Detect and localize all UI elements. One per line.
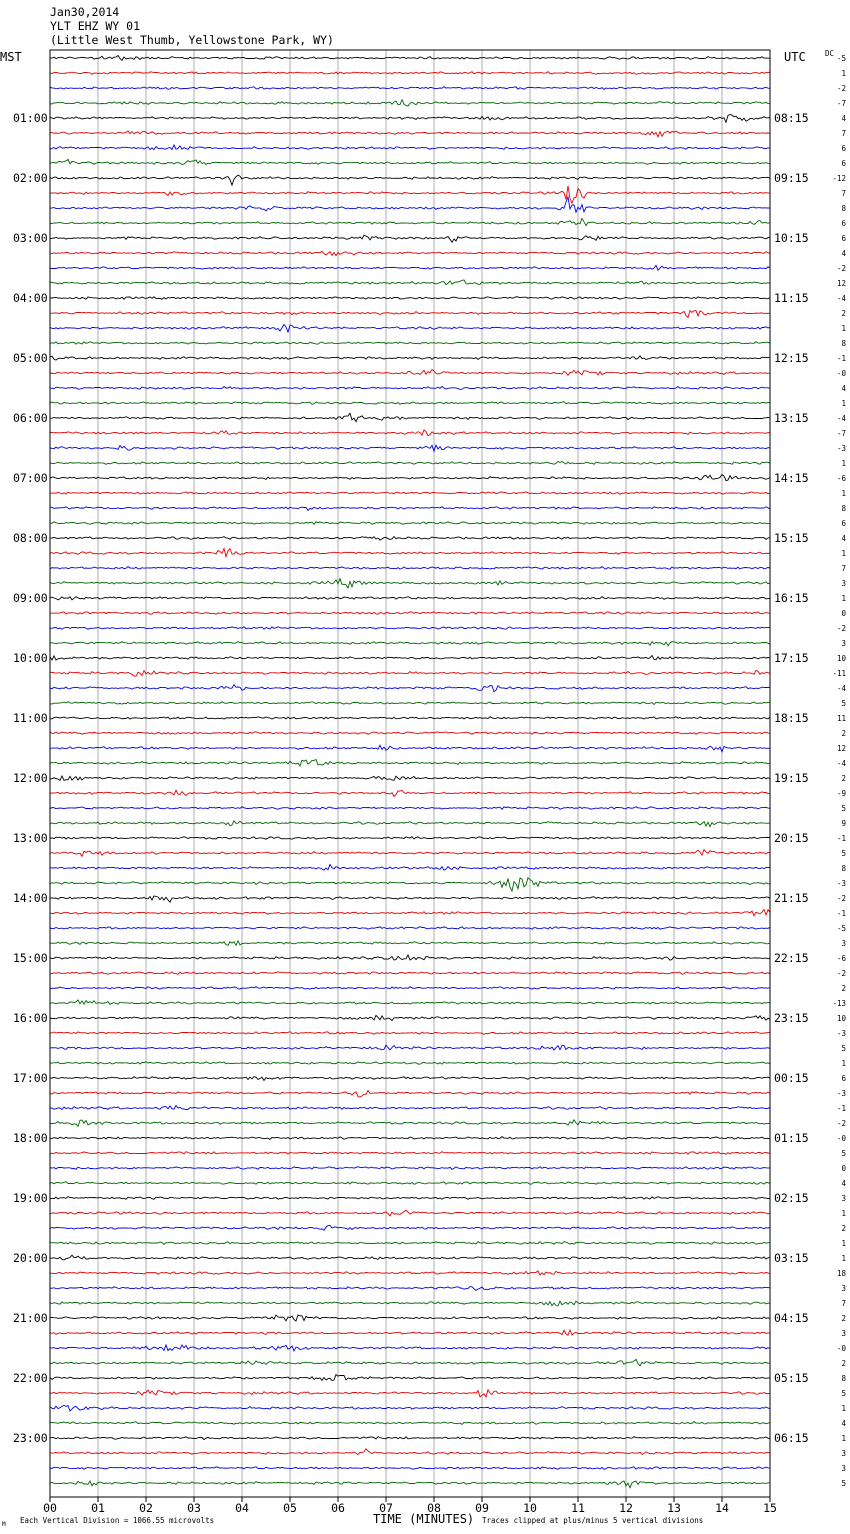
left-hour-label: 13:00 [13, 831, 48, 845]
dc-offset-label: 1 [841, 69, 846, 78]
corner-mark: M [2, 1521, 6, 1528]
dc-offset-label: 6 [841, 219, 846, 228]
dc-offset-label: 1 [841, 594, 846, 603]
trace-line [50, 186, 770, 203]
trace-line [50, 1015, 770, 1020]
trace-line [50, 1197, 770, 1200]
trace-line [50, 461, 770, 464]
left-hour-label: 01:00 [13, 111, 48, 125]
right-hour-label: 14:15 [774, 471, 809, 485]
trace-line [50, 896, 770, 902]
x-axis-title: TIME (MINUTES) [373, 1512, 475, 1526]
left-timezone-label: MST [0, 50, 22, 64]
left-hour-label: 08:00 [13, 531, 48, 545]
trace-line [50, 56, 770, 61]
trace-line [50, 1330, 770, 1335]
trace-line [50, 159, 770, 164]
dc-offset-label: -4 [836, 294, 846, 303]
trace-line [50, 1271, 770, 1275]
right-hour-label: 09:15 [774, 171, 809, 185]
dc-offset-label: 9 [841, 819, 846, 828]
dc-offset-label: 1 [841, 1434, 846, 1443]
dc-offset-label: 4 [841, 114, 846, 123]
dc-offset-label: 6 [841, 144, 846, 153]
dc-offset-label: 11 [836, 714, 846, 723]
dc-offset-label: 7 [841, 564, 846, 573]
dc-offset-label: -2 [836, 624, 846, 633]
dc-offset-label: 5 [841, 699, 846, 708]
trace-line [50, 941, 770, 946]
trace-line [50, 732, 770, 735]
dc-offset-label: 1 [841, 1239, 846, 1248]
dc-offset-label: -1 [836, 909, 846, 918]
dc-offset-label: 10 [836, 1014, 846, 1023]
trace-line [50, 1167, 770, 1170]
left-hour-label: 09:00 [13, 591, 48, 605]
left-hour-label: 16:00 [13, 1011, 48, 1025]
dc-offset-label: 6 [841, 234, 846, 243]
left-hour-label: 05:00 [13, 351, 48, 365]
trace-line [50, 1422, 770, 1425]
dc-offset-label: -2 [836, 894, 846, 903]
trace-line [50, 1255, 770, 1260]
dc-offset-label: 3 [841, 1449, 846, 1458]
trace-line [50, 612, 770, 615]
dc-offset-label: 8 [841, 864, 846, 873]
trace-line [50, 702, 770, 705]
right-hour-label: 11:15 [774, 291, 809, 305]
left-hour-label: 15:00 [13, 951, 48, 965]
trace-line [50, 1242, 770, 1245]
trace-line [50, 656, 770, 661]
trace-line [50, 1077, 770, 1081]
dc-offset-label: -7 [836, 429, 846, 438]
dc-offset-label: -7 [836, 99, 846, 108]
dc-offset-label: 3 [841, 1464, 846, 1473]
dc-offset-label: -2 [836, 969, 846, 978]
right-hour-label: 15:15 [774, 531, 809, 545]
dc-offset-label: -4 [836, 759, 846, 768]
trace-line [50, 1359, 770, 1366]
dc-offset-label: 1 [841, 1209, 846, 1218]
trace-line [50, 642, 770, 646]
dc-offset-label: -6 [836, 954, 846, 963]
x-tick-label: 08 [427, 1501, 441, 1515]
dc-offset-label: 12 [836, 744, 846, 753]
x-tick-label: 13 [667, 1501, 681, 1515]
right-hour-label: 10:15 [774, 231, 809, 245]
left-hour-label: 06:00 [13, 411, 48, 425]
scale-note: Each Vertical Division = 1066.55 microvolts [20, 1516, 215, 1525]
right-hour-label: 01:15 [774, 1131, 809, 1145]
right-hour-label: 23:15 [774, 1011, 809, 1025]
trace-line [50, 927, 770, 930]
trace-line [50, 297, 770, 300]
dc-offset-label: 5 [841, 849, 846, 858]
trace-line [50, 567, 770, 570]
trace-line [50, 175, 770, 185]
trace-line [50, 909, 770, 915]
right-hour-label: 03:15 [774, 1251, 809, 1265]
dc-offset-label: -2 [836, 1119, 846, 1128]
dc-offset-label: 6 [841, 519, 846, 528]
trace-line [50, 475, 770, 481]
dc-offset-label: -9 [836, 789, 846, 798]
right-hour-label: 02:15 [774, 1191, 809, 1205]
dc-offset-label: -2 [836, 264, 846, 273]
dc-offset-label: -3 [836, 444, 846, 453]
trace-line [50, 1301, 770, 1306]
trace-line [50, 760, 770, 766]
dc-offset-label: -4 [836, 414, 846, 423]
trace-line [50, 387, 770, 390]
dc-offset-label: -5 [836, 54, 846, 63]
trace-line [50, 987, 770, 989]
x-tick-label: 01 [91, 1501, 105, 1515]
dc-offset-label: -0 [836, 369, 846, 378]
right-hour-label: 19:15 [774, 771, 809, 785]
dc-offset-label: 4 [841, 1419, 846, 1428]
dc-offset-label: 7 [841, 129, 846, 138]
dc-offset-label: 5 [841, 1389, 846, 1398]
trace-line [50, 537, 770, 541]
trace-line [50, 1375, 770, 1381]
dc-offset-label: -6 [836, 474, 846, 483]
left-hour-label: 02:00 [13, 171, 48, 185]
x-tick-label: 12 [619, 1501, 633, 1515]
right-hour-label: 22:15 [774, 951, 809, 965]
dc-offset-label: 6 [841, 1074, 846, 1083]
left-hour-label: 07:00 [13, 471, 48, 485]
trace-line [50, 1315, 770, 1321]
trace-line [50, 685, 770, 692]
left-hour-label: 22:00 [13, 1371, 48, 1385]
trace-line [50, 1345, 770, 1351]
trace-line [50, 145, 770, 150]
left-hour-label: 18:00 [13, 1131, 48, 1145]
dc-offset-label: -3 [836, 1029, 846, 1038]
trace-line [50, 837, 770, 840]
right-hour-label: 08:15 [774, 111, 809, 125]
x-tick-label: 06 [331, 1501, 345, 1515]
left-hour-label: 19:00 [13, 1191, 48, 1205]
left-hour-label: 10:00 [13, 651, 48, 665]
trace-line [50, 311, 770, 318]
trace-line [50, 1152, 770, 1155]
trace-line [50, 1062, 770, 1064]
dc-offset-label: 10 [836, 654, 846, 663]
trace-line [50, 776, 770, 780]
dc-offset-label: 1 [841, 324, 846, 333]
trace-line [50, 717, 770, 719]
trace-line [50, 1390, 770, 1397]
x-tick-label: 10 [523, 1501, 537, 1515]
trace-line [50, 1287, 770, 1291]
trace-line [50, 1467, 770, 1470]
x-tick-label: 15 [763, 1501, 777, 1515]
trace-line [50, 342, 770, 345]
right-hour-label: 13:15 [774, 411, 809, 425]
right-hour-labels [774, 111, 809, 1445]
left-hour-label: 23:00 [13, 1431, 48, 1445]
trace-line [50, 745, 770, 752]
dc-offset-label: -5 [836, 924, 846, 933]
trace-line [50, 1106, 770, 1110]
x-tick-label: 11 [571, 1501, 585, 1515]
right-hour-label: 20:15 [774, 831, 809, 845]
left-hour-label: 04:00 [13, 291, 48, 305]
dc-offset-label: -3 [836, 1089, 846, 1098]
dc-offset-label: -1 [836, 834, 846, 843]
right-hour-label: 17:15 [774, 651, 809, 665]
dc-offset-label: 0 [841, 1164, 846, 1173]
right-hour-label: 05:15 [774, 1371, 809, 1385]
dc-offset-label: 7 [841, 1299, 846, 1308]
left-hour-label: 17:00 [13, 1071, 48, 1085]
dc-offset-label: 8 [841, 204, 846, 213]
right-hour-label: 04:15 [774, 1311, 809, 1325]
dc-offset-label: 8 [841, 1374, 846, 1383]
dc-offset-label: 2 [841, 984, 846, 993]
trace-line [50, 356, 770, 360]
dc-offset-label: -2 [836, 84, 846, 93]
station-location: (Little West Thumb, Yellowstone Park, WY) [50, 33, 334, 47]
trace-line [50, 1210, 770, 1216]
trace-line [50, 579, 770, 588]
trace-line [50, 507, 770, 511]
trace-line [50, 265, 770, 270]
dc-offset-label: 5 [841, 1479, 846, 1488]
right-hour-label: 21:15 [774, 891, 809, 905]
trace-line [50, 280, 770, 285]
dc-offset-label: 2 [841, 309, 846, 318]
dc-offset-label: 2 [841, 729, 846, 738]
trace-line [50, 1225, 770, 1230]
trace-line [50, 878, 770, 891]
left-hour-label: 12:00 [13, 771, 48, 785]
x-tick-label: 02 [139, 1501, 153, 1515]
left-hour-label: 21:00 [13, 1311, 48, 1325]
trace-line [50, 430, 770, 436]
trace-line [50, 218, 770, 225]
trace-line [50, 131, 770, 137]
trace-line [50, 1449, 770, 1455]
dc-offset-label: 4 [841, 384, 846, 393]
dc-offset-label: -4 [836, 684, 846, 693]
x-tick-label: 09 [475, 1501, 489, 1515]
dc-offset-label: 1 [841, 399, 846, 408]
dc-offset-label: 2 [841, 1359, 846, 1368]
dc-offset-label: 8 [841, 339, 846, 348]
left-hour-label: 14:00 [13, 891, 48, 905]
trace-line [50, 251, 770, 255]
right-hour-label: 16:15 [774, 591, 809, 605]
dc-offset-label: 4 [841, 249, 846, 258]
trace-line [50, 627, 770, 630]
dc-offset-label: 1 [841, 549, 846, 558]
dc-offset-column [832, 54, 846, 1488]
dc-offset-label: 3 [841, 939, 846, 948]
trace-line [50, 597, 770, 600]
trace-line [50, 1437, 770, 1440]
dc-offset-label: 1 [841, 459, 846, 468]
trace-line [50, 1182, 770, 1185]
dc-offset-label: 1 [841, 1059, 846, 1068]
trace-line [50, 492, 770, 495]
dc-offset-label: 8 [841, 504, 846, 513]
trace-line [50, 821, 770, 827]
dc-offset-label: 2 [841, 1314, 846, 1323]
dc-offset-label: 18 [836, 1269, 846, 1278]
right-hour-label: 18:15 [774, 711, 809, 725]
trace-line [50, 807, 770, 810]
dc-offset-label: 7 [841, 189, 846, 198]
dc-offset-label: 3 [841, 639, 846, 648]
trace-line [50, 197, 770, 212]
trace-line [50, 100, 770, 106]
dc-offset-label: -11 [832, 669, 846, 678]
trace-line [50, 87, 770, 90]
x-tick-label: 14 [715, 1501, 729, 1515]
trace-line [50, 1481, 770, 1488]
dc-offset-label: -0 [836, 1344, 846, 1353]
trace-line [50, 235, 770, 242]
dc-offset-label: -12 [832, 174, 846, 183]
x-tick-label: 00 [43, 1501, 57, 1515]
trace-line [50, 445, 770, 451]
right-hour-label: 12:15 [774, 351, 809, 365]
left-hour-label: 03:00 [13, 231, 48, 245]
right-timezone-label: UTC [784, 50, 806, 64]
dc-offset-label: 6 [841, 159, 846, 168]
x-tick-label: 03 [187, 1501, 201, 1515]
clip-note: Traces clipped at plus/minus 5 vertical divisions [482, 1516, 704, 1525]
right-hour-label: 06:15 [774, 1431, 809, 1445]
left-hour-label: 11:00 [13, 711, 48, 725]
trace-line [50, 850, 770, 857]
dc-offset-label: -0 [836, 1134, 846, 1143]
dc-offset-label: 3 [841, 1284, 846, 1293]
trace-group [50, 56, 770, 1488]
plot-date: Jan30,2014 [50, 5, 120, 19]
dc-offset-label: 3 [841, 579, 846, 588]
trace-line [50, 1091, 770, 1098]
dc-offset-label: 1 [841, 1404, 846, 1413]
dc-offset-label: 12 [836, 279, 846, 288]
trace-line [50, 955, 770, 960]
trace-line [50, 72, 770, 75]
right-hour-label: 00:15 [774, 1071, 809, 1085]
dc-offset-label: 4 [841, 534, 846, 543]
station-code: YLT EHZ WY 01 [50, 19, 141, 33]
trace-line [50, 1120, 770, 1127]
trace-line [50, 115, 770, 123]
trace-line [50, 670, 770, 676]
dc-offset-label: 3 [841, 1329, 846, 1338]
dc-offset-label: 5 [841, 804, 846, 813]
trace-line [50, 549, 770, 557]
trace-line [50, 1137, 770, 1140]
dc-offset-label: 1 [841, 489, 846, 498]
trace-line [50, 402, 770, 405]
dc-offset-label: 5 [841, 1149, 846, 1158]
dc-offset-label: 2 [841, 1224, 846, 1233]
left-hour-label: 20:00 [13, 1251, 48, 1265]
minute-grid [98, 50, 722, 1497]
trace-line [50, 1045, 770, 1050]
dc-offset-label: -1 [836, 1104, 846, 1113]
dc-offset-header: DC [825, 49, 835, 58]
left-hour-labels [13, 111, 48, 1445]
trace-line [50, 972, 770, 975]
trace-line [50, 865, 770, 871]
trace-line [50, 1000, 770, 1004]
dc-offset-label: 2 [841, 774, 846, 783]
trace-line [50, 413, 770, 421]
dc-offset-label: 4 [841, 1179, 846, 1188]
dc-offset-label: 1 [841, 1254, 846, 1263]
trace-line [50, 1032, 770, 1035]
x-tick-label: 04 [235, 1501, 249, 1515]
dc-offset-label: 5 [841, 1044, 846, 1053]
x-tick-label: 07 [379, 1501, 393, 1515]
trace-line [50, 325, 770, 333]
x-tick-label: 05 [283, 1501, 297, 1515]
trace-line [50, 790, 770, 796]
dc-offset-label: -3 [836, 879, 846, 888]
dc-offset-label: 3 [841, 1194, 846, 1203]
trace-line [50, 522, 770, 525]
dc-offset-label: -13 [832, 999, 846, 1008]
dc-offset-label: 0 [841, 609, 846, 618]
dc-offset-label: -1 [836, 354, 846, 363]
trace-line [50, 1405, 770, 1411]
trace-line [50, 370, 770, 376]
